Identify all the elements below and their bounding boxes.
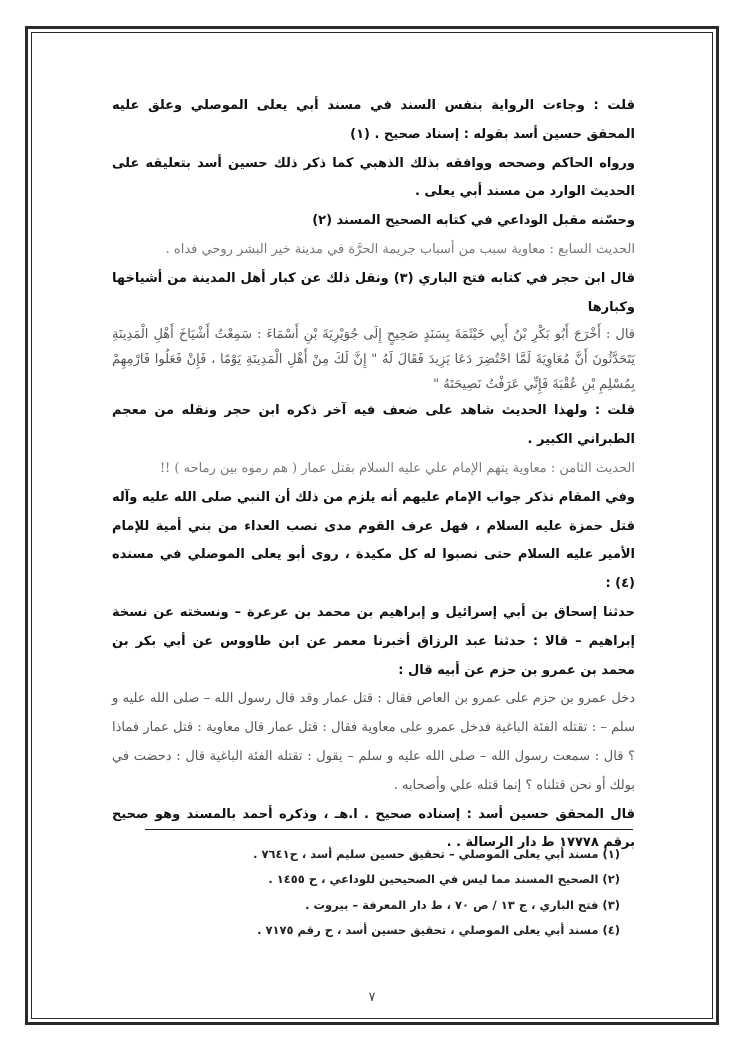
footnotes	[160, 842, 620, 943]
footnote-divider	[145, 829, 633, 830]
hadith-quote: قال : أَخْرَجَ أَبُو بَكْرِ بْنُ أَبِي خَيْثَمَةَ بِسَنَدٍ صَحِيحٍ إِلَى جُوَيْرِيَةَ بْنِ أَسْمَاءَ : سَمِعْتُ أَشْيَاخَ أَهْلِ الْمَدِينَةِ يَتَحَدَّثُونَ أَنَّ مُعَاوِيَةَ لَمَّا احْتُضِرَ دَعَا يَزِيدَ فَقَالَ لَهُ " إِنَّ لَكَ مِنْ أَهْلِ الْمَدِينَةِ يَوْمًا ، فَإِنْ فَعَلُوا فَارْمِهِمْ بِمُسْلِمِ بْنِ عُقْبَةَ فَإِنِّي عَرَفْتُ نَصِيحَتَهُ "	[112, 327, 635, 393]
main-text	[112, 92, 635, 858]
paragraph: قال ابن حجر في كتابه فتح الباري (٣) ونقل ذلك عن كبار أهل المدينة من أشياخها وكبارها	[112, 270, 635, 315]
hadith-text: دخل عمرو بن حزم على عمرو بن العاص فقال : قتل عمار وقد قال رسول الله – صلى الله عليه و سلم – : تقتله الفئة الباغية فدخل عمرو على معاوية فقال : قتل عمار قال معاوية : قتل عمار فماذا ؟ قال : سمعت رسول الله – صلى الله عليه و سلم – يقول : تقتله الفئة الباغية قال : دحضت في بولك أو نحن قتلناه ؟ إنما قتله علي وأصحابه .	[112, 691, 635, 793]
section-heading-8: الحديث الثامن : معاوية يتهم الإمام علي عليه السلام بقتل عمار ( هم رموه بين رماحه ) !!	[159, 460, 635, 476]
page-number: ٧	[368, 990, 376, 1005]
footnote: (٢) الصحيح المسند مما ليس في الصحيحين للوداعي ، ح ١٤٥٥ .	[268, 872, 620, 887]
footnote: (١) مسند أبي يعلى الموصلي – تحقيق حسين سليم أسد ، ح٧٦٤١ .	[253, 847, 620, 861]
section-heading-7: الحديث السابع : معاوية سبب من أسباب جريمة الحرَّة في مدينة خير البشر روحي فداه .	[165, 241, 635, 257]
isnad-paragraph: حدثنا إسحاق بن أبي إسرائيل و إبراهيم بن محمد بن عرعرة – ونسخته عن نسخة إبراهيم – قالا : حدثنا عبد الرزاق أخبرنا معمر عن ابن طاووس عن أبي بكر بن محمد بن عمرو بن حزم عن أبيه قال :	[112, 604, 635, 678]
paragraph: وحسّنه مقبل الوداعي في كتابه الصحيح المسند (٢)	[312, 213, 635, 229]
footnote: (٤) مسند أبي يعلى الموصلي ، تحقيق حسين أسد ، ح رقم ٧١٧٥ .	[257, 922, 620, 937]
paragraph: قلت : وجاءت الرواية بنفس السند في مسند أبي يعلى الموصلي وعلق عليه المحقق حسين أسد بقوله : إسناد صحيح . (١)	[112, 98, 635, 142]
paragraph: ورواه الحاكم وصححه ووافقه بذلك الذهبي كما ذكر ذلك حسين أسد بتعليقه على الحديث الوارد من مسند أبي يعلى .	[112, 155, 635, 200]
footnote: (٣) فتح الباري ، ج ١٣ / ص ٧٠ ، ط دار المعرفة – بيروت .	[305, 897, 620, 912]
paragraph: قلت : ولهذا الحديث شاهد على ضعف فيه آخر ذكره ابن حجر ونقله من معجم الطبراني الكبير .	[112, 403, 635, 448]
paragraph: وفي المقام نذكر جواب الإمام عليهم أنه يلزم من ذلك أن النبي صلى الله عليه وآله قتل حمزة عليه السلام ، فهل عرف القوم مدى نصب العداء من بني أمية للإمام الأمير عليه السلام حتى نصبوا له كل مكيدة ، روى أبو يعلى الموصلي في مسنده (٤) :	[112, 489, 635, 592]
paragraph: قال المحقق حسين أسد : إسناده صحيح . ا.هـ ، وذكره أحمد بالمسند وهو صحيح برقم ١٧٧٧٨ ط دار الرسالة . .	[112, 806, 635, 851]
